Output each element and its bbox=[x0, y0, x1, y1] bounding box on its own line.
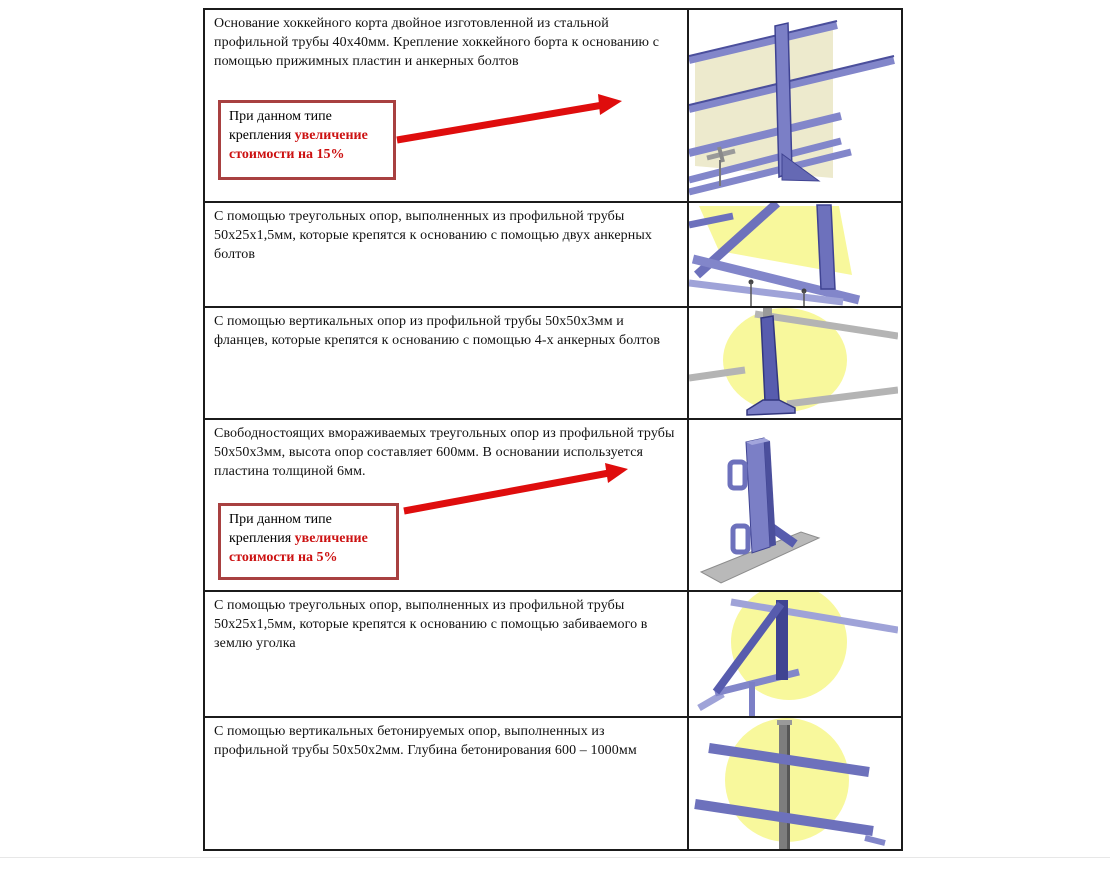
row-description-cell bbox=[205, 203, 689, 306]
row-description-cell bbox=[205, 308, 689, 418]
table-row bbox=[205, 420, 901, 592]
cost-increase-callout bbox=[218, 503, 399, 580]
ground-stake-support-illustration bbox=[689, 592, 898, 716]
callout-highlight-text: увеличение стоимости на 15% bbox=[229, 127, 368, 162]
table-row bbox=[205, 10, 901, 203]
table-row bbox=[205, 203, 901, 308]
row-illustration-cell bbox=[689, 592, 901, 716]
row-description-text: Основание хоккейного корта двойное изготовленной из стальной профильной трубы 40х40мм. Крепление хоккейного борта к основанию с помощью прижимных пластин и анкерных болтов bbox=[214, 16, 660, 70]
row-illustration-cell bbox=[689, 420, 901, 590]
row-illustration-cell bbox=[689, 718, 901, 849]
callout-plain-text: При данном типе крепления bbox=[229, 109, 332, 143]
row-illustration-cell bbox=[689, 308, 901, 418]
freestanding-support-illustration bbox=[689, 420, 898, 590]
table-row bbox=[205, 308, 901, 420]
concreted-support-illustration bbox=[689, 718, 898, 849]
row-description-cell bbox=[205, 718, 689, 849]
table-row bbox=[205, 718, 901, 849]
triangular-support-illustration bbox=[689, 203, 898, 306]
callout-plain-text: При данном типе крепления bbox=[229, 512, 332, 546]
row-description-text: Свободностоящих вмораживаемых треугольных опор из профильной трубы 50х50х3мм, высота опор составляет 600мм. В основании используется пластина толщиной 6мм. bbox=[214, 426, 675, 480]
fastening-options-table bbox=[203, 8, 903, 851]
row-illustration-cell bbox=[689, 10, 901, 201]
row-description-text: С помощью треугольных опор, выполненных из профильной трубы 50х25х1,5мм, которые крепятся к основанию с помощью забиваемого в землю уголка bbox=[214, 598, 648, 652]
row-description-cell bbox=[205, 420, 689, 590]
row-description-text: С помощью треугольных опор, выполненных из профильной трубы 50х25х1,5мм, которые крепятся к основанию с помощью двух анкерных болтов bbox=[214, 209, 652, 263]
row-description-cell bbox=[205, 592, 689, 716]
cost-increase-callout bbox=[218, 100, 396, 180]
page-edge-divider bbox=[0, 857, 1110, 858]
vertical-support-flange-illustration bbox=[689, 308, 898, 418]
row-description-cell bbox=[205, 10, 689, 201]
table-row bbox=[205, 592, 901, 718]
row-illustration-cell bbox=[689, 203, 901, 306]
board-frame-illustration bbox=[689, 10, 898, 201]
callout-highlight-text: увеличение стоимости на 5% bbox=[229, 530, 368, 565]
row-description-text: С помощью вертикальных опор из профильной трубы 50х50х3мм и фланцев, которые крепятся к основанию с помощью 4-х анкерных болтов bbox=[214, 314, 661, 349]
row-description-text: С помощью вертикальных бетонируемых опор, выполненных из профильной трубы 50х50х2мм. Глубина бетонирования 600 – 1000мм bbox=[214, 724, 637, 759]
